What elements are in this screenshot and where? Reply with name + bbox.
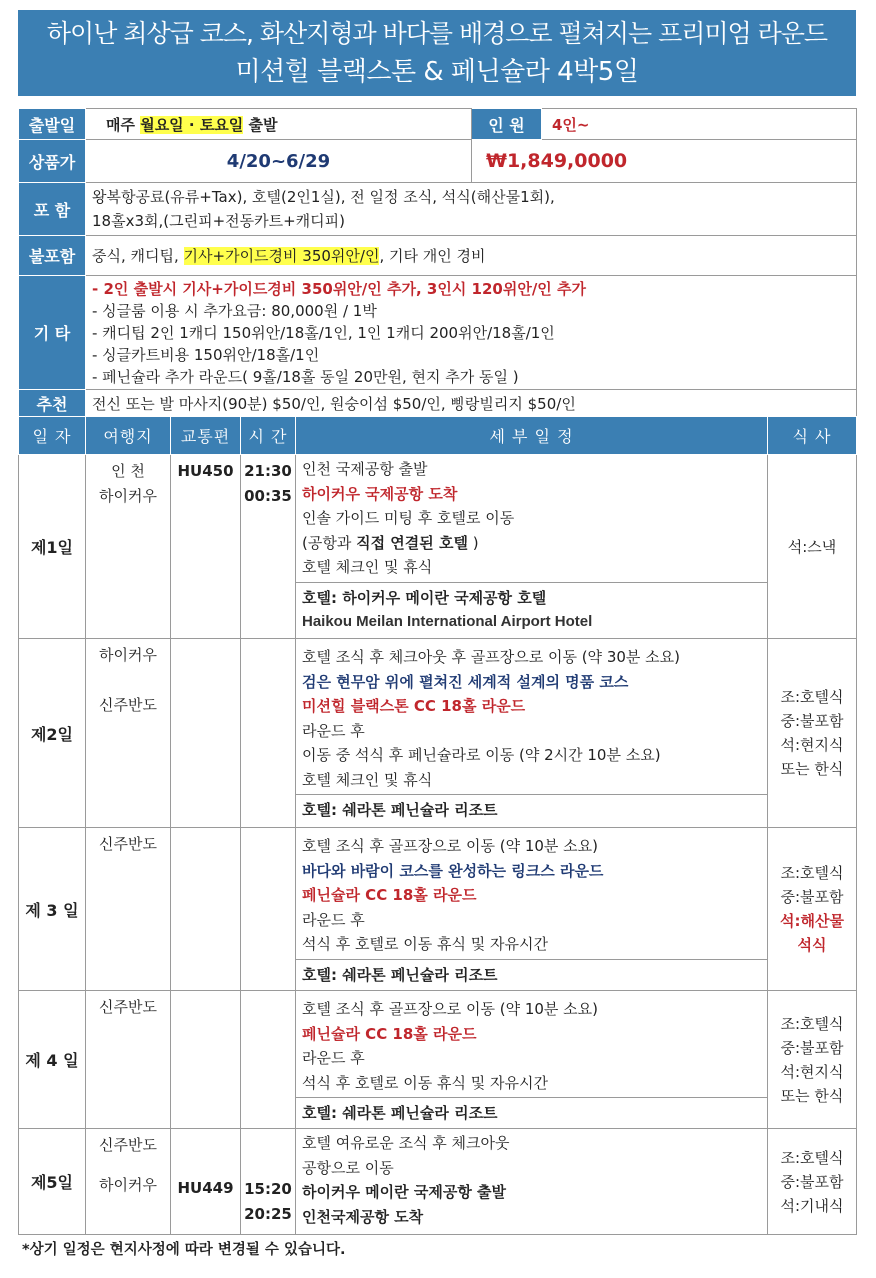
header-day: 일 자 bbox=[19, 417, 86, 455]
detail-line: 호텔 조식 후 골프장으로 이동 (약 10분 소요) bbox=[302, 1000, 599, 1018]
include-value bbox=[86, 183, 857, 236]
time-cell bbox=[241, 639, 296, 828]
detail-line: 인천국제공항 도착 bbox=[302, 1207, 424, 1226]
detail-line: 공항으로 이동 bbox=[302, 1158, 394, 1177]
time: 20:25 bbox=[244, 1204, 292, 1223]
place-cell bbox=[86, 639, 171, 828]
detail-text: (공항과 bbox=[302, 533, 357, 552]
etc-line: - 페닌슐라 추가 라운드( 9홀/18홀 동일 20만원, 현지 추가 동일 ) bbox=[92, 367, 519, 386]
detail-line: 이동 중 석식 후 페닌슐라로 이동 (약 2시간 10분 소요) bbox=[302, 746, 661, 764]
meal-cell bbox=[768, 639, 857, 828]
depart-post: 출발 bbox=[243, 115, 278, 134]
detail-line: 호텔 체크인 및 휴식 bbox=[302, 770, 433, 789]
meal: 조:호텔식 bbox=[780, 864, 844, 882]
flight-cell bbox=[171, 639, 241, 828]
day-label: 제 3 일 bbox=[19, 828, 86, 991]
place: 신주반도 bbox=[99, 696, 157, 714]
meal: 또는 한식 bbox=[780, 1086, 844, 1105]
place: 신주반도 bbox=[99, 1136, 157, 1154]
detail-text: ) bbox=[467, 533, 479, 552]
detail-line: 라운드 후 bbox=[302, 721, 365, 740]
hotel-name-en: Haikou Meilan International Airport Hotel bbox=[302, 612, 593, 630]
detail-cell bbox=[296, 828, 768, 991]
people-label: 인 원 bbox=[472, 109, 542, 140]
exclude-label: 불포함 bbox=[19, 236, 86, 276]
meal-cell: 석:스낵 bbox=[768, 455, 857, 639]
footnote: *상기 일정은 현지사정에 따라 변경될 수 있습니다. bbox=[22, 1242, 346, 1258]
detail-line: 바다와 바람이 코스를 완성하는 링크스 라운드 bbox=[302, 861, 604, 880]
schedule-header bbox=[19, 417, 857, 455]
time: 21:30 bbox=[244, 462, 292, 480]
title-banner bbox=[18, 10, 856, 96]
meal: 조:호텔식 bbox=[780, 1148, 844, 1167]
meal: 중:불포함 bbox=[780, 1172, 844, 1191]
meal: 또는 한식 bbox=[780, 760, 844, 778]
day2-row bbox=[19, 639, 857, 828]
exclude-highlight: 기사+가이드경비 350위안/인 bbox=[183, 247, 380, 265]
detail-line: 라운드 후 bbox=[302, 1049, 365, 1067]
meal: 석:해산물 bbox=[780, 912, 844, 930]
depart-label: 출발일 bbox=[19, 109, 86, 140]
place: 하이커우 bbox=[99, 646, 157, 664]
place: 하이커우 bbox=[99, 1176, 157, 1194]
time-cell bbox=[241, 991, 296, 1129]
hotel-name: 호텔: 쉐라톤 페닌슐라 리조트 bbox=[296, 959, 767, 989]
detail-line: 호텔 조식 후 골프장으로 이동 (약 10분 소요) bbox=[302, 837, 599, 855]
day-label: 제1일 bbox=[19, 455, 86, 639]
detail-line: 라운드 후 bbox=[302, 910, 365, 929]
meal: 중:불포함 bbox=[780, 1038, 844, 1057]
header-transport: 교통편 bbox=[171, 417, 241, 455]
etc-label: 기 타 bbox=[19, 276, 86, 390]
meal-cell bbox=[768, 991, 857, 1129]
exclude-post: , 기타 개인 경비 bbox=[379, 247, 486, 265]
depart-value bbox=[86, 109, 472, 140]
detail-line: 페닌슐라 CC 18홀 라운드 bbox=[302, 1024, 477, 1043]
detail-line: 호텔 조식 후 체크아웃 후 골프장으로 이동 (약 30분 소요) bbox=[302, 648, 680, 666]
detail-line: 인천 국제공항 출발 bbox=[302, 460, 428, 478]
detail-cell bbox=[296, 991, 768, 1129]
day1-row bbox=[19, 455, 857, 639]
meal: 중:불포함 bbox=[780, 888, 844, 906]
price-value: ₩1,849,0000 bbox=[472, 140, 857, 183]
day-label: 제 4 일 bbox=[19, 991, 86, 1129]
day4-row bbox=[19, 991, 857, 1129]
etc-line: - 싱글룸 이용 시 추가요금: 80,000원 / 1박 bbox=[92, 301, 377, 320]
hotel-name: 호텔: 쉐라톤 페닌슐라 리조트 bbox=[296, 794, 767, 824]
meal: 조:호텔식 bbox=[780, 688, 844, 706]
time-cell bbox=[241, 1129, 296, 1235]
banner-subtitle: 하이난 최상급 코스, 화산지형과 바다를 배경으로 펼쳐지는 프리미엄 라운드 bbox=[46, 19, 828, 48]
include-row bbox=[19, 183, 857, 236]
meal: 조:호텔식 bbox=[780, 1014, 844, 1033]
flight-cell bbox=[171, 828, 241, 991]
hotel-name: 호텔: 하이커우 메이란 국제공항 호텔 bbox=[302, 588, 547, 607]
place: 하이커우 bbox=[99, 487, 157, 505]
depart-row bbox=[19, 109, 857, 140]
meal: 석:기내식 bbox=[780, 1196, 844, 1215]
etc-line: - 2인 출발시 기사+가이드경비 350위안/인 추가, 3인시 120위안/인 추가 bbox=[92, 279, 586, 298]
header-time: 시 간 bbox=[241, 417, 296, 455]
meal-cell bbox=[768, 828, 857, 991]
include-line: 18홀x3회,(그린피+전동카트+캐디피) bbox=[92, 212, 345, 230]
detail-line: 하이커우 국제공항 도착 bbox=[302, 484, 458, 503]
detail-line bbox=[302, 531, 763, 556]
etc-value bbox=[86, 276, 857, 390]
price-label: 상품가 bbox=[19, 140, 86, 183]
detail-line: 호텔 체크인 및 휴식 bbox=[302, 558, 433, 576]
day-label: 제5일 bbox=[19, 1129, 86, 1235]
schedule-table bbox=[18, 416, 857, 1235]
detail-line: 미션힐 블랙스톤 CC 18홀 라운드 bbox=[302, 697, 526, 715]
recommend-row bbox=[19, 390, 857, 417]
include-line: 왕복항공료(유류+Tax), 호텔(2인1실), 전 일정 조식, 석식(해산물1회), bbox=[92, 188, 555, 206]
detail-line: 석식 후 호텔로 이동 휴식 및 자유시간 bbox=[302, 935, 548, 953]
hotel-name: 호텔: 쉐라톤 페닌슐라 리조트 bbox=[296, 1097, 767, 1127]
place: 신주반도 bbox=[99, 998, 157, 1016]
flight-cell bbox=[171, 991, 241, 1129]
exclude-row bbox=[19, 236, 857, 276]
detail-line: 하이커우 메이란 국제공항 출발 bbox=[302, 1183, 507, 1201]
header-meal: 식 사 bbox=[768, 417, 857, 455]
hotel-info bbox=[296, 582, 767, 636]
detail-line: 페닌슐라 CC 18홀 라운드 bbox=[302, 886, 477, 904]
banner-title: 미션힐 블랙스톤 & 페닌슐라 4박5일 bbox=[235, 57, 639, 87]
depart-pre: 매주 bbox=[106, 115, 141, 134]
meal: 석:현지식 bbox=[780, 1062, 844, 1081]
place-cell bbox=[86, 991, 171, 1129]
flight-cell: HU449 bbox=[171, 1129, 241, 1235]
detail-line: 석식 후 호텔로 이동 휴식 및 자유시간 bbox=[302, 1073, 548, 1092]
etc-line: - 싱글카트비용 150위안/18홀/1인 bbox=[92, 345, 320, 364]
detail-bold: 직접 연결된 호텔 bbox=[356, 533, 468, 552]
detail-cell bbox=[296, 455, 768, 639]
include-label: 포 함 bbox=[19, 183, 86, 236]
day-label: 제2일 bbox=[19, 639, 86, 828]
detail-line: 호텔 여유로운 조식 후 체크아웃 bbox=[302, 1134, 510, 1152]
meal-cell bbox=[768, 1129, 857, 1235]
time: 00:35 bbox=[244, 487, 292, 505]
detail-line: 인솔 가이드 미팅 후 호텔로 이동 bbox=[302, 509, 515, 527]
day3-row bbox=[19, 828, 857, 991]
place-cell bbox=[86, 455, 171, 639]
detail-cell bbox=[296, 1129, 768, 1235]
recommend-value: 전신 또는 발 마사지(90분) $50/인, 원숭이섬 $50/인, 삥랑빌리지 $50/인 bbox=[86, 390, 857, 417]
time-cell bbox=[241, 455, 296, 639]
header-detail: 세 부 일 정 bbox=[296, 417, 768, 455]
place: 신주반도 bbox=[99, 835, 157, 853]
time-cell bbox=[241, 828, 296, 991]
meal: 석식 bbox=[797, 936, 827, 954]
etc-row bbox=[19, 276, 857, 390]
detail-line: 검은 현무암 위에 펼쳐진 세계적 설계의 명품 코스 bbox=[302, 672, 629, 691]
flight-cell: HU450 bbox=[171, 455, 241, 639]
place-cell bbox=[86, 1129, 171, 1235]
time: 15:20 bbox=[244, 1179, 292, 1198]
place: 인 천 bbox=[111, 462, 145, 480]
header-place: 여행지 bbox=[86, 417, 171, 455]
meal: 중:불포함 bbox=[780, 712, 844, 730]
period-value: 4/20~6/29 bbox=[86, 140, 472, 183]
meal: 석:현지식 bbox=[780, 736, 844, 754]
exclude-value bbox=[86, 236, 857, 276]
etc-line: - 캐디팁 2인 1캐디 150위안/18홀/1인, 1인 1캐디 200위안/18홀/1인 bbox=[92, 323, 555, 342]
day5-row bbox=[19, 1129, 857, 1235]
detail-cell bbox=[296, 639, 768, 828]
place-cell bbox=[86, 828, 171, 991]
price-row bbox=[19, 140, 857, 183]
recommend-label: 추천 bbox=[19, 390, 86, 417]
depart-days: 월요일 · 토요일 bbox=[140, 115, 244, 134]
exclude-pre: 중식, 캐디팁, bbox=[92, 247, 184, 265]
info-table bbox=[18, 108, 857, 417]
people-value: 4인~ bbox=[542, 109, 857, 140]
